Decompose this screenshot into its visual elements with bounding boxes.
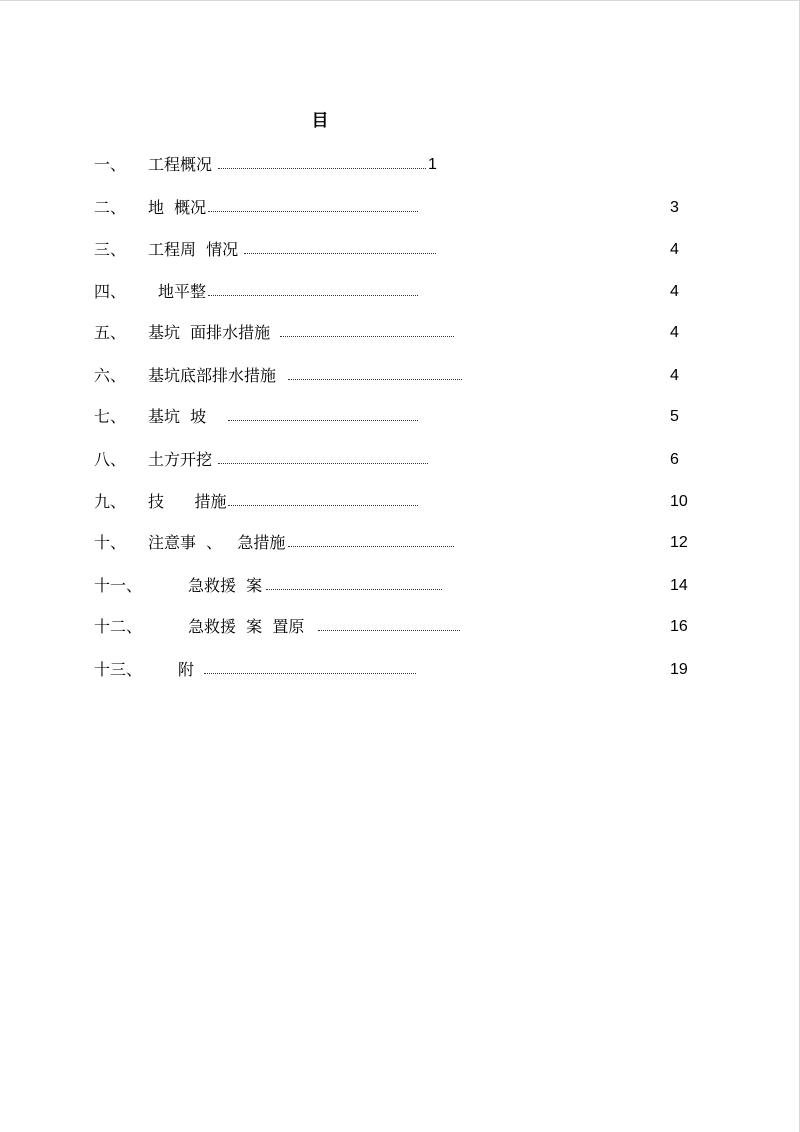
toc-entry-page: 14 [670, 577, 688, 594]
toc-entry [0, 365, 800, 387]
toc-dot-leader [280, 336, 454, 337]
toc-entry [0, 532, 800, 554]
toc-entry-number: 三、 [94, 240, 127, 259]
toc-dot-leader [218, 168, 426, 169]
toc-entry-number: 五、 [94, 323, 127, 342]
toc-entry-number: 九、 [94, 492, 127, 511]
toc-entry-title: 基坑底部排水措施 [148, 366, 277, 385]
toc-entry [0, 449, 800, 471]
toc-entry-page: 3 [670, 199, 679, 216]
toc-entry-title: 急救援 案 置原 [188, 617, 305, 636]
toc-entry-page: 10 [670, 493, 688, 510]
toc-dot-leader [288, 379, 462, 380]
toc-entry [0, 616, 800, 638]
toc-dot-leader [228, 420, 418, 421]
toc-dot-leader [288, 546, 454, 547]
toc-entry-title: 地 概况 [148, 198, 207, 217]
toc-entry-title: 注意事 、 急措施 [148, 533, 286, 552]
toc-entry-number: 一、 [94, 155, 127, 174]
toc-entry-page: 4 [670, 324, 679, 341]
toc-entry-title: 土方开挖 [148, 450, 213, 469]
toc-entry-page: 1 [428, 156, 437, 173]
toc-entry [0, 239, 800, 261]
toc-entry-number: 六、 [94, 366, 127, 385]
toc-entry-title: 工程概况 [148, 155, 213, 174]
toc-entry [0, 575, 800, 597]
toc-entry-page: 5 [670, 408, 679, 425]
toc-entry-number: 八、 [94, 450, 127, 469]
toc-entry [0, 197, 800, 219]
toc-entry-page: 4 [670, 367, 679, 384]
toc-dot-leader [318, 630, 460, 631]
toc-entry-title: 基坑 坡 [148, 407, 207, 426]
toc-entry-page: 19 [670, 661, 688, 678]
toc-entry [0, 406, 800, 428]
toc-entry-page: 16 [670, 618, 688, 635]
toc-entry-number: 十、 [94, 533, 127, 552]
toc-entry [0, 491, 800, 513]
toc-entry-page: 6 [670, 451, 679, 468]
toc-dot-leader [208, 211, 418, 212]
toc-entry-title: 附 [178, 660, 195, 679]
toc-title: 目 [311, 111, 329, 131]
toc-entry-title: 基坑 面排水措施 [148, 323, 271, 342]
toc-dot-leader [228, 505, 418, 506]
toc-entry [0, 281, 800, 303]
toc-entry-title: 地平整 [158, 282, 207, 301]
toc-entry [0, 322, 800, 344]
toc-entry [0, 659, 800, 681]
toc-entry-page: 12 [670, 534, 688, 551]
toc-dot-leader [208, 295, 418, 296]
toc-dot-leader [244, 253, 436, 254]
toc-dot-leader [204, 673, 416, 674]
toc-entry-title: 技 措施 [148, 492, 227, 511]
toc-entry-number: 十三、 [94, 660, 143, 679]
toc-entry-number: 四、 [94, 282, 127, 301]
toc-entry-title: 工程周 情况 [148, 240, 239, 259]
toc-entry-page: 4 [670, 283, 679, 300]
toc-dot-leader [266, 589, 442, 590]
toc-entry-number: 七、 [94, 407, 127, 426]
toc-entry [0, 154, 800, 176]
toc-entry-number: 十二、 [94, 617, 143, 636]
toc-entry-page: 4 [670, 241, 679, 258]
toc-entry-number: 二、 [94, 198, 127, 217]
toc-dot-leader [218, 463, 428, 464]
toc-entry-number: 十一、 [94, 576, 143, 595]
toc-entry-title: 急救援 案 [188, 576, 263, 595]
